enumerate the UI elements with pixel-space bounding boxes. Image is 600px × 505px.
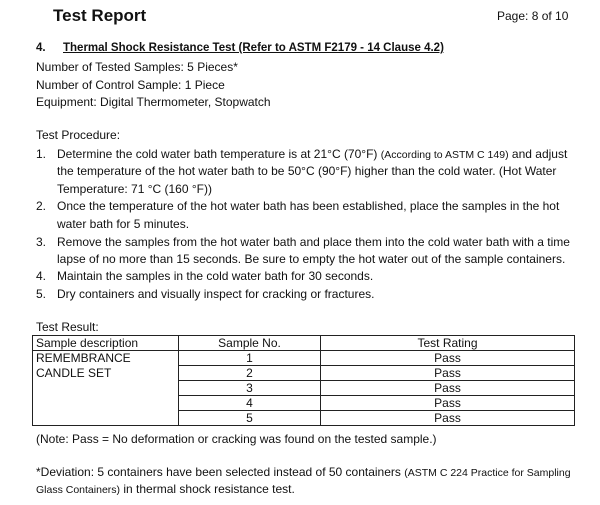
step-1-line-2: the temperature of the hot water bath to be 50°C (90°F) higher than the cold water. (Hot Water <box>57 164 557 178</box>
rating-cell: Pass <box>321 381 575 396</box>
result-heading: Test Result: <box>36 320 99 334</box>
step-5-line-1: Dry containers and visually inspect for cracking or fractures. <box>57 287 375 301</box>
control-sample-text: Number of Control Sample: 1 Piece <box>36 78 225 92</box>
description-line-1: REMEMBRANCE <box>33 351 179 366</box>
step-1-line-3: Temperature: 71 °C (160 °F)) <box>57 182 212 196</box>
deviation-line-1 <box>36 464 571 481</box>
column-header-description: Sample description <box>33 336 179 351</box>
step-3-line-2: lapse of no more than 15 seconds. Be sure to empty the hot water out of the sample containers. <box>57 252 566 266</box>
deviation-reference-a: (ASTM C 224 Practice for Sampling <box>404 467 571 479</box>
sample-no-cell: 4 <box>179 396 321 411</box>
column-header-test-rating: Test Rating <box>321 336 575 351</box>
section-number: 4. <box>36 42 46 54</box>
step-3-number: 3. <box>36 235 47 249</box>
description-line-2: CANDLE SET <box>33 366 179 381</box>
step-2-line-2: water bath for 5 minutes. <box>57 217 190 231</box>
step-4-line-1: Maintain the samples in the cold water bath for 30 seconds. <box>57 269 374 283</box>
deviation-text-a: *Deviation: 5 containers have been selected instead of 50 containers <box>36 465 401 479</box>
rating-cell: Pass <box>321 366 575 381</box>
step-1-line-1 <box>57 146 567 163</box>
description-blank <box>33 411 179 426</box>
deviation-reference-b: Glass Containers) <box>36 484 121 496</box>
table-header-row <box>33 336 575 351</box>
sample-no-cell: 1 <box>179 351 321 366</box>
deviation-line-2 <box>36 481 295 498</box>
description-blank <box>33 396 179 411</box>
step-3-line-1: Remove the samples from the hot water bath and place them into the cold water bath with a time <box>57 235 570 249</box>
deviation-text-b: in thermal shock resistance test. <box>123 482 295 496</box>
section-title: Thermal Shock Resistance Test (Refer to ASTM F2179 - 14 Clause 4.2) <box>63 42 444 54</box>
page-number: Page: 8 of 10 <box>497 9 569 23</box>
step-2-line-1: Once the temperature of the hot water bath has been established, place the samples in the hot <box>57 199 560 213</box>
table-row <box>33 411 575 426</box>
equipment-text: Equipment: Digital Thermometer, Stopwatch <box>36 95 271 109</box>
table-row <box>33 366 575 381</box>
tested-samples-text: Number of Tested Samples: 5 Pieces* <box>36 60 238 74</box>
step-1-text-a: Determine the cold water bath temperature is at 21°C (70°F) <box>57 147 378 161</box>
table-row <box>33 396 575 411</box>
table-row <box>33 351 575 366</box>
step-2-number: 2. <box>36 199 47 213</box>
procedure-heading: Test Procedure: <box>36 128 121 142</box>
step-1-reference: (According to ASTM C 149) <box>380 149 509 161</box>
result-note: (Note: Pass = No deformation or cracking was found on the tested sample.) <box>36 432 437 446</box>
results-table <box>32 335 575 426</box>
sample-no-cell: 3 <box>179 381 321 396</box>
table-row <box>33 381 575 396</box>
sample-no-cell: 5 <box>179 411 321 426</box>
column-header-sample-no: Sample No. <box>179 336 321 351</box>
description-blank <box>33 381 179 396</box>
report-title: Test Report <box>53 6 147 25</box>
step-5-number: 5. <box>36 287 47 301</box>
rating-cell: Pass <box>321 396 575 411</box>
step-1-text-b: and adjust <box>511 147 568 161</box>
step-4-number: 4. <box>36 269 47 283</box>
rating-cell: Pass <box>321 351 575 366</box>
rating-cell: Pass <box>321 411 575 426</box>
sample-no-cell: 2 <box>179 366 321 381</box>
step-1-number: 1. <box>36 147 47 161</box>
